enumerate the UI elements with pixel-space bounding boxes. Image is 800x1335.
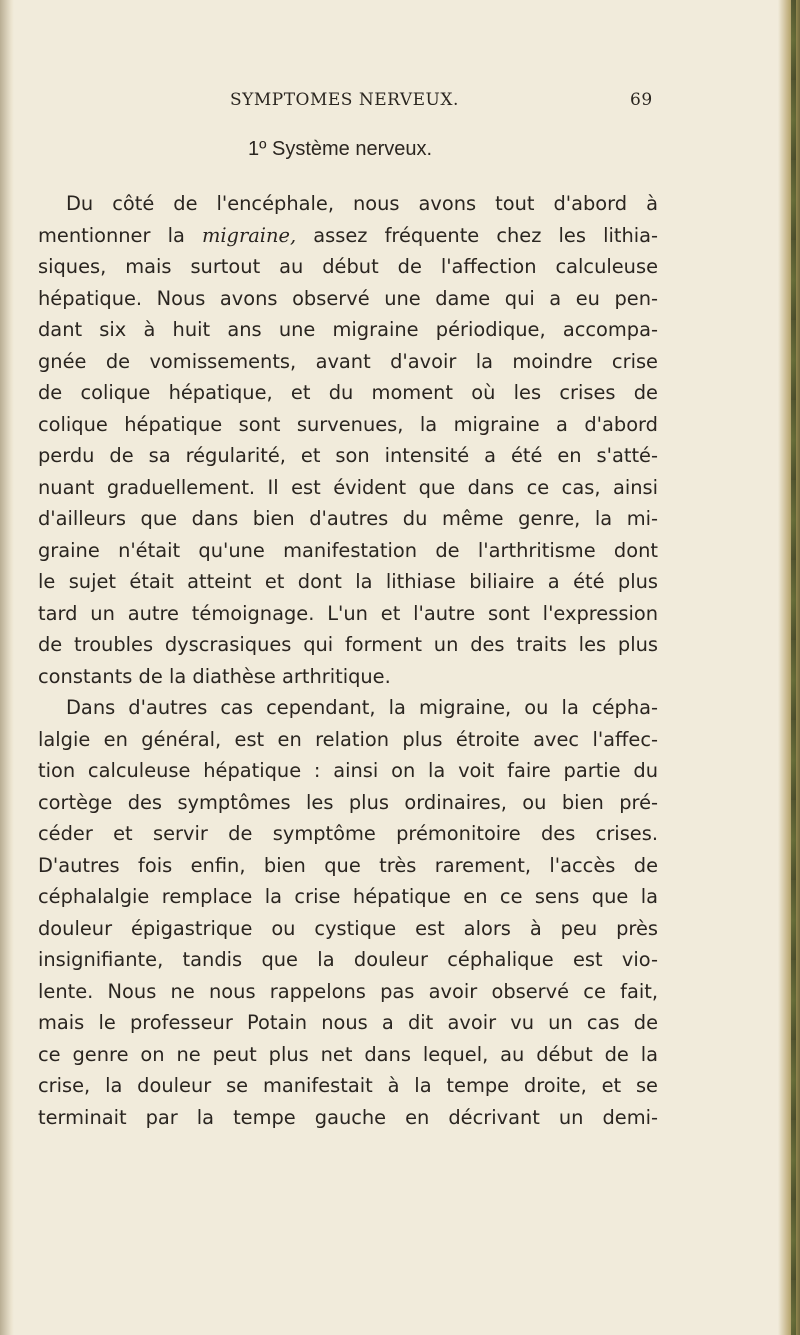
- text-line: constants de la diathèse arthritique.: [38, 664, 391, 688]
- text-line: le sujet était atteint et dont la lithiase biliaire a été plus: [38, 570, 658, 593]
- page-number: 69: [630, 90, 653, 110]
- text-line: insignifiante, tandis que la douleur céphalique est vio-: [38, 948, 658, 971]
- text-line: dant six à huit ans une migraine périodique, accompa-: [38, 318, 658, 341]
- text-line: siques, mais surtout au début de l'affection calculeuse: [38, 255, 658, 278]
- text-line: de colique hépatique, et du moment où les crises de: [38, 381, 658, 404]
- text-line: mentionner la migraine, assez fréquente chez les lithia-: [38, 223, 659, 247]
- text-line: terminait par la tempe gauche en décrivant un demi-: [38, 1105, 658, 1129]
- text-line: céphalalgie remplace la crise hépatique en ce sens que la: [38, 885, 658, 908]
- running-header: [0, 90, 800, 114]
- section-title: 1º Système nerveux.: [248, 138, 433, 160]
- text-line: d'ailleurs que dans bien d'autres du même genre, la mi-: [38, 507, 658, 530]
- text-line: douleur épigastrique ou cystique est alors à peu près: [38, 916, 658, 940]
- text-line: hépatique. Nous avons observé une dame qui a eu pen-: [38, 286, 658, 310]
- text-line: lalgie en général, est en relation plus étroite avec l'affec-: [38, 727, 658, 751]
- text-line: cortège des symptômes les plus ordinaires, ou bien pré-: [38, 790, 658, 814]
- page-right-binding-edge: [778, 0, 800, 1335]
- page-left-shadow: [0, 0, 14, 1335]
- text-line: perdu de sa régularité, et son intensité a été en s'atté-: [38, 444, 658, 467]
- text-line: Du côté de l'encéphale, nous avons tout d'abord à: [66, 192, 658, 215]
- text-line: Dans d'autres cas cependant, la migraine, ou la cépha-: [66, 696, 658, 719]
- binding-stripe: [791, 0, 796, 1335]
- text-line: lente. Nous ne nous rappelons pas avoir observé ce fait,: [38, 979, 658, 1003]
- text-line: tion calculeuse hépatique : ainsi on la voit faire partie du: [38, 759, 658, 782]
- text-line: ce genre on ne peut plus net dans lequel, au début de la: [38, 1042, 658, 1066]
- text-line: de troubles dyscrasiques qui forment un des traits les plus: [38, 633, 658, 656]
- text-line: colique hépatique sont survenues, la migraine a d'abord: [38, 412, 658, 436]
- text-line: D'autres fois enfin, bien que très rarement, l'accès de: [38, 853, 658, 877]
- text-line: tard un autre témoignage. L'un et l'autre sont l'expression: [38, 601, 658, 625]
- body-text: [38, 188, 658, 1133]
- text-line: céder et servir de symptôme prémonitoire des crises.: [38, 822, 658, 845]
- text-line: gnée de vomissements, avant d'avoir la moindre crise: [38, 349, 658, 373]
- text-line: graine n'était qu'une manifestation de l'arthritisme dont: [38, 538, 658, 562]
- emphasized-word: migraine,: [201, 223, 297, 247]
- text-line: crise, la douleur se manifestait à la tempe droite, et se: [38, 1074, 658, 1097]
- text-line: mais le professeur Potain nous a dit avoir vu un cas de: [38, 1011, 658, 1034]
- text-line: nuant graduellement. Il est évident que dans ce cas, ainsi: [38, 475, 658, 499]
- running-title: SYMPTOMES NERVEUX.: [230, 90, 459, 110]
